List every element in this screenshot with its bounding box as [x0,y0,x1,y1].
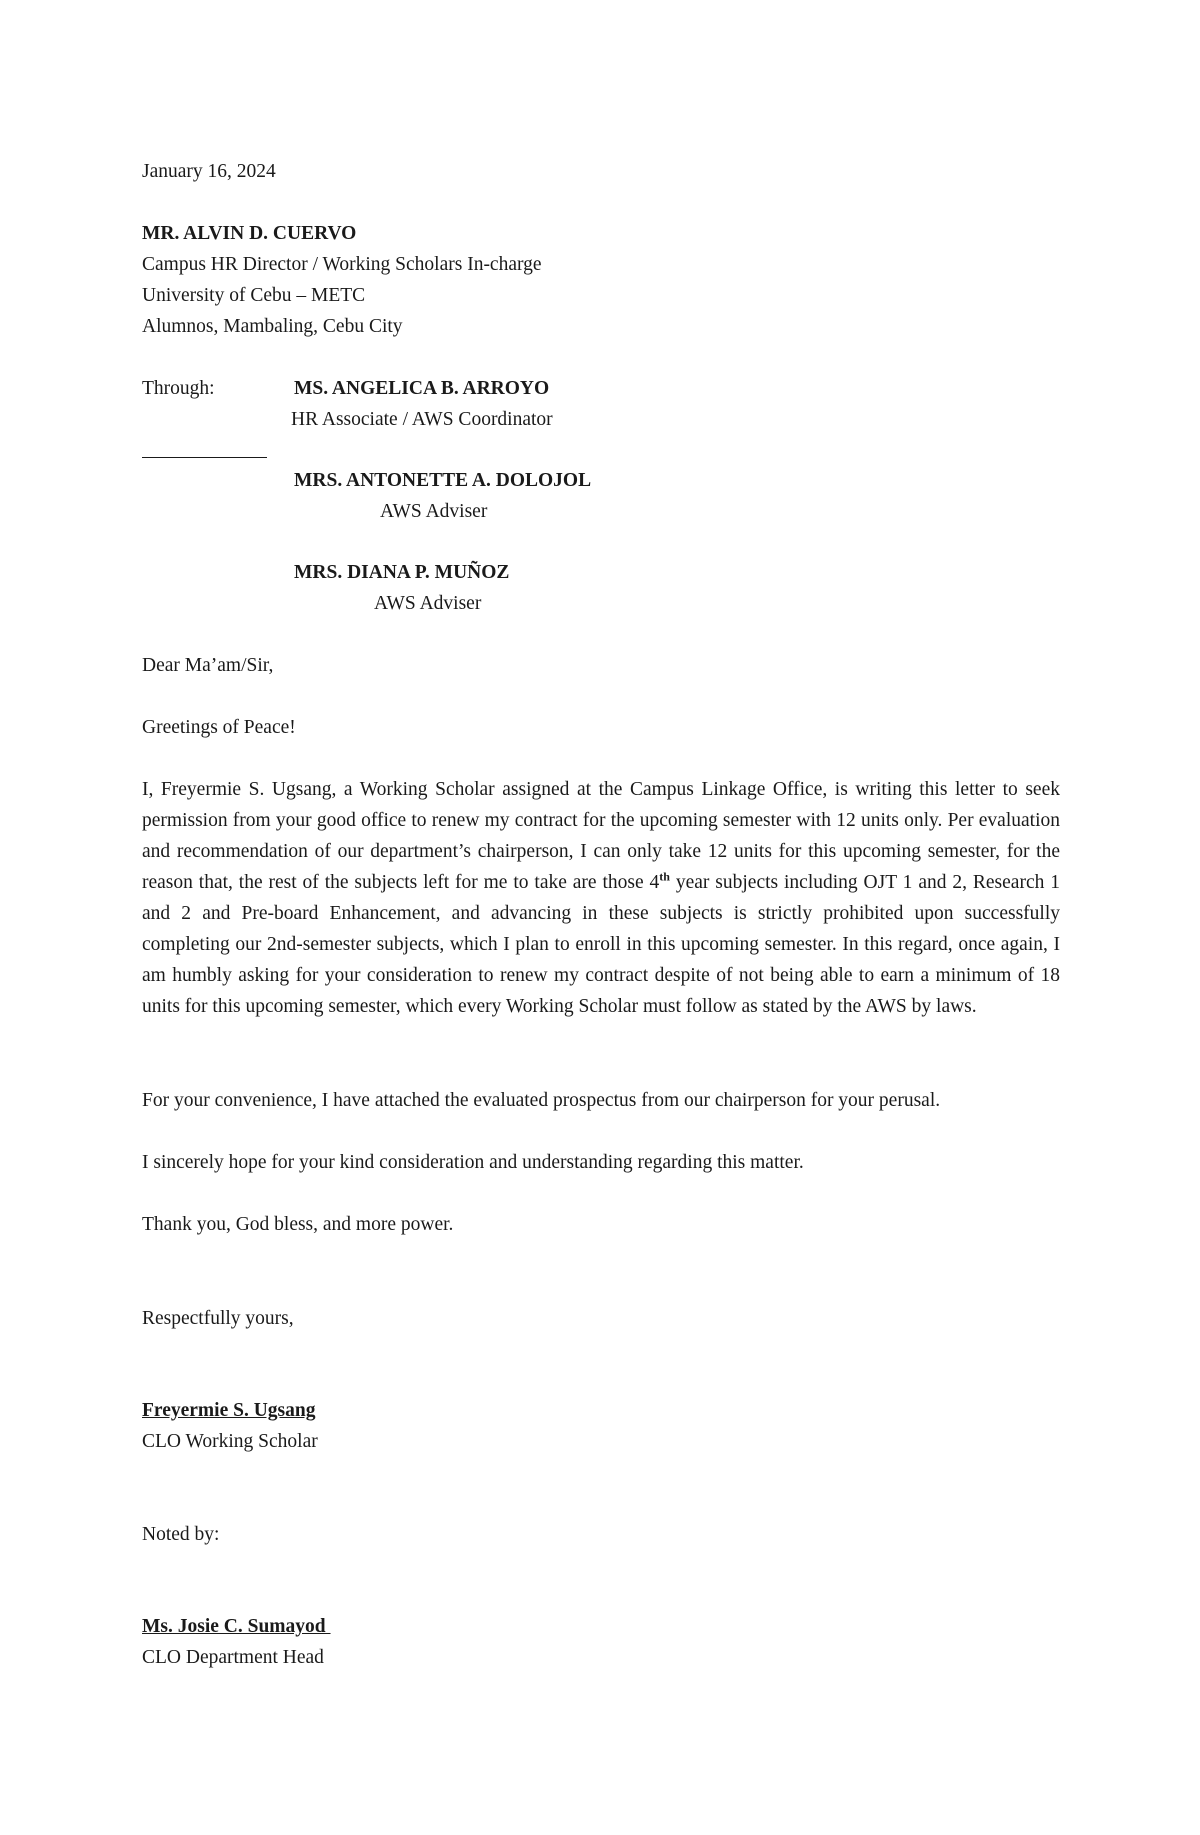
recipient-org: University of Cebu – METC [142,285,366,306]
separator-line [142,457,267,458]
through-person-title: AWS Adviser [374,593,482,614]
closing: Respectfully yours, [142,1308,294,1329]
ordinal-suffix: th [659,869,670,884]
body-paragraph-consideration: I sincerely hope for your kind consideration and understanding regarding this matter. [142,1152,804,1173]
body-text: year subjects including OJT 1 and 2, Research 1 and 2 and Pre-board Enhancement, and advancing in these subjects is strictly prohibited upon successfully completing our 2nd-semester subjects, which I plan to enroll in this upcoming semester. In this regard, once again, I am humbly asking for your consideration to renew my contract despite of not being able to earn a minimum of 18 units for this upcoming semester, which every Working Scholar must follow as stated by the AWS by laws. [142,872,1060,1017]
letter-date: January 16, 2024 [142,161,276,182]
salutation: Dear Ma’am/Sir, [142,655,274,676]
through-label: Through: [142,378,215,399]
body-paragraph-attachment: For your convenience, I have attached the evaluated prospectus from our chairperson for your perusal. [142,1090,941,1111]
recipient-name: MR. ALVIN D. CUERVO [142,223,357,244]
through-person-name: MS. ANGELICA B. ARROYO [294,378,550,399]
noted-by-name: Ms. Josie C. Sumayod [142,1616,331,1637]
body-paragraph-thanks: Thank you, God bless, and more power. [142,1214,454,1235]
signer-name: Freyermie S. Ugsang [142,1400,316,1421]
noted-by-label: Noted by: [142,1524,220,1545]
greeting: Greetings of Peace! [142,717,296,738]
through-person-name: MRS. DIANA P. MUÑOZ [294,562,510,583]
recipient-address: Alumnos, Mambaling, Cebu City [142,316,403,337]
body-text: I, Freyermie S. Ugsang, a Working Scholar assigned at the Campus Linkage Office, is writing this letter to seek permission from your good office to renew my contract for the upcoming semester with 12 units only. Per evaluation and recommendation of our department’s chairperson, I can only take 12 units for this upcoming semester, for the reason that, the rest of the subjects left for me to take are those 4 [142,779,1060,893]
noted-by-title: CLO Department Head [142,1647,324,1668]
through-person-name: MRS. ANTONETTE A. DOLOJOL [294,470,592,491]
signer-title: CLO Working Scholar [142,1431,318,1452]
body-paragraph-main [142,774,1060,1022]
recipient-title: Campus HR Director / Working Scholars In-charge [142,254,542,275]
through-person-title: HR Associate / AWS Coordinator [291,409,553,430]
through-person-title: AWS Adviser [380,501,488,522]
